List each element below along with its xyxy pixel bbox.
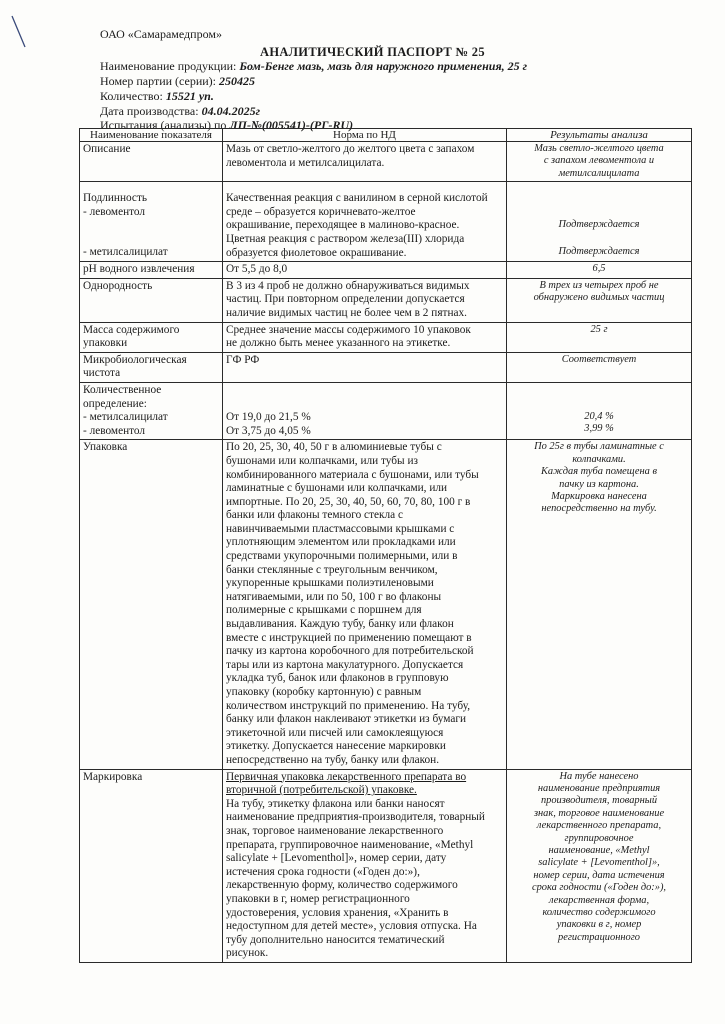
text-line: Среднее значение массы содержимого 10 упаковок (226, 323, 471, 336)
result-homogeneity (507, 278, 692, 322)
text-line: упаковки в г, номер регистрационного (226, 892, 410, 905)
text-line: натягиваемыми, или по 50, 100 г во флаконы (226, 590, 442, 603)
text-line: На тубе нанесено (559, 770, 639, 782)
text-line: истечения срока годности («Годен до:»), (226, 865, 420, 878)
batch-value: 250425 (219, 74, 256, 88)
text-line: Качественная реакция с ванилином в серной кислотой (226, 192, 488, 205)
product-line (100, 59, 527, 74)
text-line: производителя, товарный (540, 795, 658, 807)
text-line: количество содержимого (542, 907, 656, 919)
product-label: Наименование продукции: (100, 59, 237, 73)
quantity-line (100, 89, 214, 104)
text-line: группировочное (564, 832, 634, 844)
result-packaging (507, 440, 692, 769)
text-line: salicylate + [Levomenthol]», номер серии, дату (226, 852, 447, 865)
result-assay-levomenthol: 3,99 % (584, 423, 614, 435)
norm-mass (223, 322, 507, 352)
result-identity (507, 182, 692, 262)
norm-marking-primary (226, 771, 503, 798)
norm-identity-lines (226, 192, 503, 260)
text-line: окрашивание, переходящее в малиново-красное. (226, 219, 460, 232)
result-identity-methyl-salicylate: Подтверждается (558, 245, 640, 257)
quantity-value: 15521 уп. (165, 89, 214, 103)
batch-label: Номер партии (серии): (100, 74, 217, 88)
text-line: непосредственно на тубу, банку или флакон. (226, 753, 440, 766)
norm-homogeneity (223, 278, 507, 322)
text-line: По 25г в тубы ламинатные с (534, 441, 664, 453)
result-assay-methyl-salicylate: 20,4 % (584, 410, 614, 422)
tests-label: Испытания (анализы) по (100, 118, 227, 132)
text-line: банку или флакон наклеивают этикетки из бумаги (226, 713, 467, 726)
text-line: определение: (83, 397, 147, 410)
product-value: Бом-Бенге мазь, мазь для наружного применения, 25 г (239, 59, 528, 73)
text-line: В трех из четырех проб не (539, 279, 659, 291)
text-line: По 20, 25, 30, 40, 50 г в алюминиевые тубы с (226, 441, 442, 454)
table-row-ph (80, 262, 692, 279)
text-line: среде – образуется коричневато-желтое (226, 205, 416, 218)
text-line: упаковки в г, номер (556, 919, 642, 931)
text-line: навинчиваемыми пластмассовыми крышками с (226, 522, 455, 535)
norm-description (223, 142, 507, 182)
text-line: лекарственного препарата, (536, 820, 662, 832)
text-line: ламинатные с бушонами или колпачками, или (226, 482, 448, 495)
text-line: знак, торговое наименование (533, 807, 665, 819)
text-line: с запахом левоментола и (543, 155, 655, 167)
text-line: тубу дополнительно наносится тематический (226, 933, 445, 946)
norm-assay-levomenthol: От 3,75 до 4,05 % (226, 424, 311, 437)
result-description (507, 142, 692, 182)
analysis-table (79, 128, 692, 963)
text-line: Маркировка нанесена (551, 490, 647, 502)
text-line: не должно быть менее указанного на этикетке. (226, 337, 451, 350)
norm-identity (223, 182, 507, 262)
table-header-row (80, 129, 692, 142)
table-row-packaging (80, 440, 692, 769)
indicator-marking: Маркировка (80, 769, 223, 962)
result-ph: 6,5 (507, 262, 692, 279)
norm-assay (223, 382, 507, 439)
text-line: знак, торговое наименование лекарственного (226, 824, 444, 837)
indicator-packaging: Упаковка (80, 440, 223, 769)
indicator-description: Описание (80, 142, 223, 182)
text-line: упаковку (коробку картонную) с равным (226, 686, 422, 698)
text-line: Микробиологическая (83, 353, 187, 366)
assay-label (83, 384, 219, 411)
text-line: тары или из картона макулатурного. Допускается (226, 658, 464, 671)
result-marking (507, 769, 692, 962)
text-line: вместе с инструкцией по применению помещают в (226, 631, 472, 644)
text-line: обнаружено видимых частиц (533, 292, 665, 304)
text-line: метилсалицилата (558, 167, 640, 179)
header-norm: Норма по НД (223, 129, 507, 142)
quantity-label: Количество: (100, 89, 163, 103)
text-line: В 3 из 4 проб не должно обнаруживаться видимых (226, 279, 470, 292)
text-line: частиц. При повторном определении допускается (226, 293, 465, 306)
norm-packaging (223, 440, 507, 769)
text-line: Цветная реакция с раствором железа(III) хлорида (226, 233, 465, 245)
text-line: срока годности («Годен до:»), (531, 882, 667, 894)
document-title: АНАЛИТИЧЕСКИЙ ПАСПОРТ № 25 (260, 45, 485, 59)
result-assay (507, 382, 692, 439)
text-line: укладка туб, банок или флаконов в групповую (226, 672, 449, 685)
result-identity-levomenthol: Подтверждается (558, 219, 640, 231)
text-line: Мазь от светло-желтого до желтого цвета с запахом (226, 143, 475, 155)
header-indicator: Наименование показателя (80, 129, 223, 142)
result-mass: 25 г (507, 322, 692, 352)
text-line: средствами укупорочными полимерными, или в (226, 550, 458, 563)
text-line: На тубу, этикетку флакона или банки наносят (226, 797, 445, 810)
indicator-homogeneity: Однородность (80, 278, 223, 322)
date-value: 04.04.2025г (201, 104, 261, 118)
text-line: полимерные с крышками с поршнем для (226, 604, 422, 617)
text-line: пачку из картона. (559, 478, 639, 490)
table-row-micro (80, 352, 692, 382)
text-line: чистота (83, 367, 121, 380)
table-row-homogeneity (80, 278, 692, 322)
text-line: количеством инструкций по применению. На тубу, (226, 699, 471, 712)
indicator-assay (80, 382, 223, 439)
indicator-identity (80, 182, 223, 262)
text-line: Первичная упаковка лекарственного препарата во (226, 770, 467, 783)
text-line: укупоренные крышками полиэтиленовыми (226, 577, 434, 590)
identity-sub-methyl-salicylate: - метилсалицилат (83, 246, 168, 259)
table-row-mass (80, 322, 692, 352)
text-line: Мазь светло-желтого цвета (534, 143, 664, 154)
tests-value: ЛП-№(005541)-(РГ-RU) (229, 118, 354, 132)
table-row-marking (80, 769, 692, 962)
indicator-micro (80, 352, 223, 382)
text-line: этикетку. Допускается нанесение маркировки (226, 740, 446, 753)
text-line: рисунок. (226, 947, 269, 960)
text-line: Каждая туба помещена в (541, 466, 657, 478)
text-line: колпачками. (572, 453, 626, 465)
text-line: salicylate + [Levomenthol]», (538, 857, 660, 869)
assay-sub-levomenthol: - левоментол (83, 424, 146, 437)
text-line: номер серии, дата истечения (533, 869, 665, 881)
text-line: наименование предприятия (537, 782, 661, 794)
table-row-description (80, 142, 692, 182)
text-line: наименование, «Methyl (548, 845, 650, 856)
identity-label: Подлинность (83, 192, 148, 205)
table-row-identity (80, 182, 692, 262)
text-line: пачку из картона коробочного для потребительской (226, 645, 474, 658)
scan-mark-icon (10, 14, 28, 50)
text-line: непосредственно на тубу. (541, 503, 657, 515)
text-line: левоментола и метилсалицилата. (226, 156, 385, 169)
text-line: Количественное (83, 383, 162, 396)
indicator-mass (80, 322, 223, 352)
batch-line (100, 74, 255, 89)
text-line: лекарственную форму, количество содержимого (226, 879, 458, 892)
text-line: наличие видимых частиц не более чем в 2 пятнах. (226, 306, 467, 319)
text-line: наименование предприятия-производителя, товарный (226, 811, 485, 824)
text-line: банки или флаконы темного стекла с (226, 509, 403, 522)
assay-sub-methyl-salicylate: - метилсалицилат (83, 411, 168, 424)
text-line: недоступном для детей месте», условия отпуска. На (226, 920, 477, 933)
text-line: комбинированного материала с бушонами, или тубы (226, 468, 479, 481)
text-line: выдавливания. Каждую тубу, банку или флакон (226, 618, 454, 631)
text-line: бушонами или колпачками, или тубы из (226, 454, 418, 467)
text-line: препарата, группировочное наименование, «Methyl (226, 838, 474, 851)
text-line: регистрационного (558, 931, 640, 943)
text-line: образуется фиолетовое окрашивание. (226, 246, 407, 259)
text-line: упаковки (83, 337, 128, 350)
text-line: импортные. По 20, 25, 30, 40, 50, 60, 70, 80, 100 г в (226, 495, 471, 508)
norm-marking (223, 769, 507, 962)
norm-ph: От 5,5 до 8,0 (223, 262, 507, 279)
date-line (100, 104, 260, 119)
identity-sub-levomenthol: - левоментол (83, 205, 146, 218)
result-micro: Соответствует (507, 352, 692, 382)
indicator-ph: pH водного извлечения (80, 262, 223, 279)
text-line: удостоверения, условия хранения, «Хранить в (226, 906, 449, 919)
text-line: этикеточной или писчей или самоклеящуюся (226, 726, 444, 739)
norm-micro: ГФ РФ (223, 352, 507, 382)
text-line: Масса содержимого (83, 323, 180, 336)
organization-name: ОАО «Самарамедпром» (100, 27, 222, 41)
text-line: уплотняющим элементом или прокладками или (226, 536, 456, 549)
norm-assay-methyl-salicylate: От 19,0 до 21,5 % (226, 410, 311, 423)
norm-marking-lines (226, 798, 503, 961)
date-label: Дата производства: (100, 104, 199, 118)
text-line: банки стеклянные с треугольным венчиком, (226, 563, 438, 576)
header-result: Результаты анализа (507, 129, 692, 142)
table-row-assay (80, 382, 692, 439)
text-line: вторичной (потребительской) упаковке. (226, 784, 417, 797)
text-line: лекарственная форма, (548, 894, 650, 906)
